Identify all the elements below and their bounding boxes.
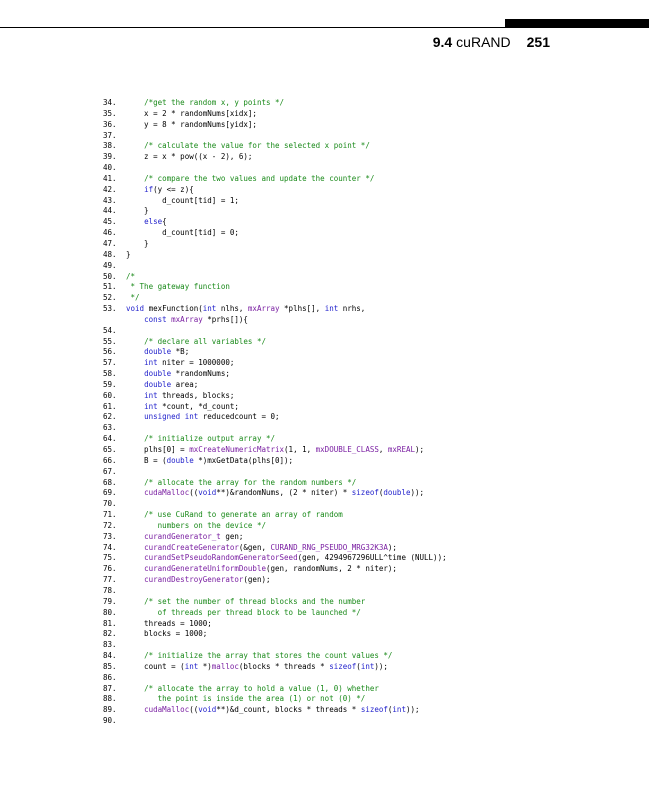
code-text [126, 369, 144, 378]
line-number: 37. [103, 130, 117, 140]
code-comment: /* allocate the array to hold a value (1, 0) whether [144, 683, 379, 693]
code-keyword: int [360, 661, 375, 671]
code-text: threads = 1000; [126, 618, 212, 628]
code-line [103, 499, 523, 510]
code-text: ); [415, 445, 425, 454]
code-keyword: double [144, 369, 172, 379]
line-number: 40. [103, 163, 117, 173]
code-text [126, 597, 144, 606]
code-line [103, 478, 523, 489]
code-text [126, 532, 144, 541]
line-number: 79. [103, 596, 117, 606]
code-keyword: int [144, 358, 158, 368]
header-rule [0, 27, 649, 28]
code-comment: /* declare all variables */ [144, 336, 266, 346]
code-text: *B; [171, 347, 190, 357]
line-number: 41. [103, 173, 117, 183]
code-text [126, 575, 144, 584]
line-number: 71. [103, 510, 117, 520]
code-line [103, 326, 523, 337]
line-number: 81. [103, 618, 117, 628]
code-identifier: mxArray [247, 304, 280, 314]
code-text [126, 217, 144, 226]
code-text [126, 347, 144, 356]
line-number: 46. [103, 228, 117, 238]
code-identifier: mxArray [171, 314, 203, 324]
code-text: ( [387, 705, 393, 715]
code-line [103, 694, 523, 705]
code-line [103, 272, 523, 283]
code-text: x = 2 * randomNums[xidx]; [126, 108, 257, 118]
code-line [103, 423, 523, 434]
code-identifier: mxCreateNumericMatrix [189, 445, 285, 454]
code-text: *prhs[]){ [202, 314, 248, 324]
code-text [126, 488, 144, 497]
line-number: 86. [103, 672, 117, 682]
code-text: )); [405, 705, 420, 715]
line-number: 76. [103, 564, 117, 574]
code-comment: /* initialize output array */ [144, 434, 276, 444]
code-line [103, 716, 523, 727]
code-line [103, 488, 523, 499]
code-line [103, 456, 523, 467]
code-line [103, 412, 523, 423]
page-header [433, 34, 550, 50]
code-text: *)mxGetData(plhs[0]); [193, 455, 294, 465]
line-number: 59. [103, 379, 117, 389]
code-line [103, 380, 523, 391]
code-line [103, 239, 523, 250]
code-text: blocks = 1000; [126, 629, 208, 639]
code-line [103, 131, 523, 142]
line-number: 43. [103, 195, 117, 205]
code-line [103, 315, 523, 326]
code-text [126, 553, 144, 562]
code-text: } [126, 249, 131, 259]
line-number: 70. [103, 499, 117, 509]
code-text: area; [171, 379, 199, 389]
line-number: 55. [103, 336, 117, 346]
code-text [126, 315, 144, 324]
code-text: *plhs[], [279, 304, 325, 314]
line-number: 68. [103, 477, 117, 487]
line-number: 56. [103, 347, 117, 357]
code-keyword: int [144, 401, 158, 411]
code-keyword: int [184, 661, 199, 671]
code-line [103, 510, 523, 521]
code-keyword: void [126, 304, 145, 314]
code-keyword: sizeof [329, 661, 357, 671]
code-text: niter = 1000000; [157, 358, 235, 368]
line-number: 62. [103, 412, 117, 422]
code-identifier: curandCreateGenerator [144, 542, 239, 552]
code-line [103, 152, 523, 163]
code-identifier: cudaMalloc [144, 705, 190, 715]
line-number: 50. [103, 271, 117, 281]
code-text: ( [356, 661, 361, 671]
page-number: 251 [526, 34, 550, 50]
code-line [103, 445, 523, 456]
line-number: 87. [103, 683, 117, 693]
code-keyword: const [144, 314, 167, 324]
code-text: } [126, 238, 149, 248]
section-number: 9.4 [432, 34, 453, 50]
line-number: 85. [103, 661, 117, 671]
code-line [103, 228, 523, 239]
code-line [103, 141, 523, 152]
line-number: 61. [103, 401, 117, 411]
line-number: 75. [103, 553, 117, 563]
code-text: *randomNums; [171, 369, 230, 379]
code-text [126, 174, 144, 183]
code-text [126, 185, 144, 194]
code-identifier: curandDestroyGenerator [144, 575, 244, 585]
line-number: 35. [103, 108, 117, 118]
line-number: 72. [103, 520, 117, 530]
code-text: d_count[tid] = 1; [126, 195, 239, 205]
code-line [103, 304, 523, 315]
code-line [103, 543, 523, 554]
code-text [126, 510, 144, 519]
code-identifier: mxREAL [387, 445, 415, 454]
code-text [126, 564, 144, 573]
line-number: 74. [103, 542, 117, 552]
line-number: 58. [103, 369, 117, 379]
code-text [126, 358, 144, 367]
line-number: 48. [103, 249, 117, 259]
code-text [126, 684, 144, 693]
line-number: 45. [103, 217, 117, 227]
line-number: 64. [103, 434, 117, 444]
code-text: plhs[0] = [126, 445, 190, 454]
code-line [103, 347, 523, 358]
code-text [126, 337, 144, 346]
code-text: (gen); [243, 575, 271, 585]
code-text: **)&randomNums, (2 * niter) * [216, 488, 352, 498]
code-text: )); [374, 661, 388, 671]
code-text [126, 412, 144, 421]
code-line [103, 402, 523, 413]
code-line [103, 705, 523, 716]
code-keyword: int [324, 304, 339, 314]
code-line [103, 564, 523, 575]
code-line [103, 369, 523, 380]
code-keyword: int [202, 304, 217, 314]
code-line [103, 109, 523, 120]
line-number: 63. [103, 423, 117, 433]
line-number: 77. [103, 575, 117, 585]
line-number: 54. [103, 325, 117, 335]
code-text [126, 380, 144, 389]
code-text: **)&d_count, blocks * threads * [216, 705, 361, 715]
code-line [103, 575, 523, 586]
code-keyword: int [144, 390, 158, 400]
code-text: y = 8 * randomNums[yidx]; [126, 119, 257, 129]
code-keyword: double [383, 488, 411, 498]
code-line [103, 619, 523, 630]
code-text [126, 478, 144, 487]
code-comment: numbers on the device */ [126, 520, 266, 530]
line-number: 53. [103, 304, 117, 314]
code-comment: * The gateway function [126, 282, 230, 292]
code-line [103, 651, 523, 662]
line-number: 60. [103, 390, 117, 400]
line-number: 73. [103, 531, 117, 541]
code-line [103, 120, 523, 131]
section-title: cuRAND [456, 34, 511, 50]
code-text [126, 391, 144, 400]
line-number: 80. [103, 607, 117, 617]
code-text [126, 651, 144, 660]
code-text [126, 705, 144, 714]
code-keyword: void [198, 705, 217, 715]
code-comment: /* use CuRand to generate an array of random [144, 510, 343, 520]
code-text: threads, blocks; [157, 390, 235, 400]
code-comment: /*get the random x, y points */ [144, 98, 285, 107]
line-number: 69. [103, 488, 117, 498]
code-line [103, 597, 523, 608]
code-line [103, 629, 523, 640]
code-line [103, 684, 523, 695]
code-text: *count, *d_count; [157, 401, 239, 411]
code-line [103, 282, 523, 293]
code-comment: /* calculate the value for the selected x point */ [144, 141, 370, 151]
code-text: )); [410, 488, 425, 498]
line-number: 84. [103, 651, 117, 661]
code-line [103, 174, 523, 185]
line-number: 49. [103, 260, 117, 270]
code-text [126, 141, 144, 150]
code-comment: the point is inside the area (1) or not (0) */ [126, 694, 366, 704]
code-keyword: void [198, 488, 217, 498]
code-line [103, 521, 523, 532]
code-line [103, 196, 523, 207]
code-comment: */ [126, 293, 140, 303]
code-text: d_count[tid] = 0; [126, 228, 239, 238]
code-keyword: double [166, 455, 194, 465]
code-identifier: cudaMalloc [144, 488, 190, 498]
code-text: (y <= z){ [153, 184, 194, 194]
code-line [103, 337, 523, 348]
code-text: (1, 1, [284, 445, 316, 454]
code-text: (( [189, 705, 199, 715]
code-line [103, 662, 523, 673]
code-text: z = x * pow((x - 2), 6); [126, 152, 253, 162]
code-comment: /* initialize the array that stores the count values */ [144, 651, 393, 661]
code-comment: of threads per thread block to be launched */ [126, 607, 361, 617]
code-text [126, 98, 144, 107]
code-line [103, 640, 523, 651]
code-line [103, 553, 523, 564]
code-text: (( [189, 488, 199, 498]
code-line [103, 206, 523, 217]
line-number: 66. [103, 455, 117, 465]
code-line [103, 98, 523, 109]
code-text: nrhs, [338, 304, 366, 314]
code-text: count = ( [126, 661, 185, 671]
code-line [103, 217, 523, 228]
code-text: gen; [220, 531, 244, 541]
code-line [103, 163, 523, 174]
code-comment: /* compare the two values and update the counter */ [144, 173, 375, 183]
code-keyword: double [144, 347, 172, 357]
code-line [103, 293, 523, 304]
line-number: 83. [103, 640, 117, 650]
code-keyword: sizeof [360, 705, 388, 715]
line-number: 47. [103, 238, 117, 248]
code-identifier: curandSetPseudoRandomGeneratorSeed [144, 553, 298, 563]
code-line [103, 467, 523, 478]
line-number: 88. [103, 694, 117, 704]
line-number: 78. [103, 585, 117, 595]
code-line [103, 673, 523, 684]
code-text: (gen, randomNums, 2 * niter); [265, 564, 397, 574]
code-line [103, 532, 523, 543]
code-text: , [378, 445, 388, 454]
code-keyword: double [144, 379, 172, 389]
code-comment: /* set the number of thread blocks and the number [144, 596, 366, 606]
code-text: reducedcount = 0; [198, 412, 280, 422]
line-number: 82. [103, 629, 117, 639]
line-number: 34. [103, 98, 117, 107]
code-identifier: mxDOUBLE_CLASS [315, 445, 379, 454]
code-text: B = ( [126, 455, 167, 465]
line-number: 67. [103, 466, 117, 476]
line-number: 42. [103, 184, 117, 194]
code-identifier: malloc [211, 661, 239, 671]
code-keyword: int [392, 705, 406, 715]
code-line [103, 434, 523, 445]
code-keyword: unsigned int [144, 412, 199, 422]
code-line [103, 261, 523, 272]
code-line [103, 391, 523, 402]
code-identifier: curandGenerateUniformDouble [144, 564, 266, 574]
line-number: 39. [103, 152, 117, 162]
code-text: nlhs, [216, 304, 248, 314]
code-line [103, 358, 523, 369]
code-text: (&gen, [238, 542, 271, 552]
line-number: 36. [103, 119, 117, 129]
line-number: 38. [103, 141, 117, 151]
code-text: ( [378, 488, 384, 498]
line-number: 51. [103, 282, 117, 292]
code-text [126, 543, 144, 552]
code-comment: /* allocate the array for the random numbers */ [144, 477, 357, 487]
code-text: *) [198, 661, 212, 671]
code-text [126, 434, 144, 443]
code-text [126, 402, 144, 411]
code-text: ); [387, 542, 397, 552]
code-text: } [126, 206, 149, 216]
code-keyword: else [144, 217, 163, 227]
code-line [103, 608, 523, 619]
code-keyword: sizeof [351, 488, 379, 498]
code-text: mexFunction( [144, 304, 203, 314]
code-keyword: if [144, 184, 154, 194]
code-listing [103, 98, 523, 727]
code-comment: /* [126, 271, 136, 281]
code-text: { [162, 217, 167, 227]
line-number: 57. [103, 358, 117, 368]
line-number: 89. [103, 705, 117, 715]
line-number: 44. [103, 206, 117, 216]
code-identifier: curandGenerator_t [144, 531, 221, 541]
code-identifier: CURAND_RNG_PSEUDO_MRG32K3A [270, 542, 388, 552]
code-line [103, 586, 523, 597]
line-number: 65. [103, 445, 117, 454]
code-text: (gen, 4294967296ULL^time (NULL)); [297, 553, 447, 563]
line-number: 52. [103, 293, 117, 303]
code-line [103, 185, 523, 196]
line-number: 90. [103, 716, 117, 726]
code-text: (blocks * threads * [238, 661, 330, 671]
code-line [103, 250, 523, 261]
